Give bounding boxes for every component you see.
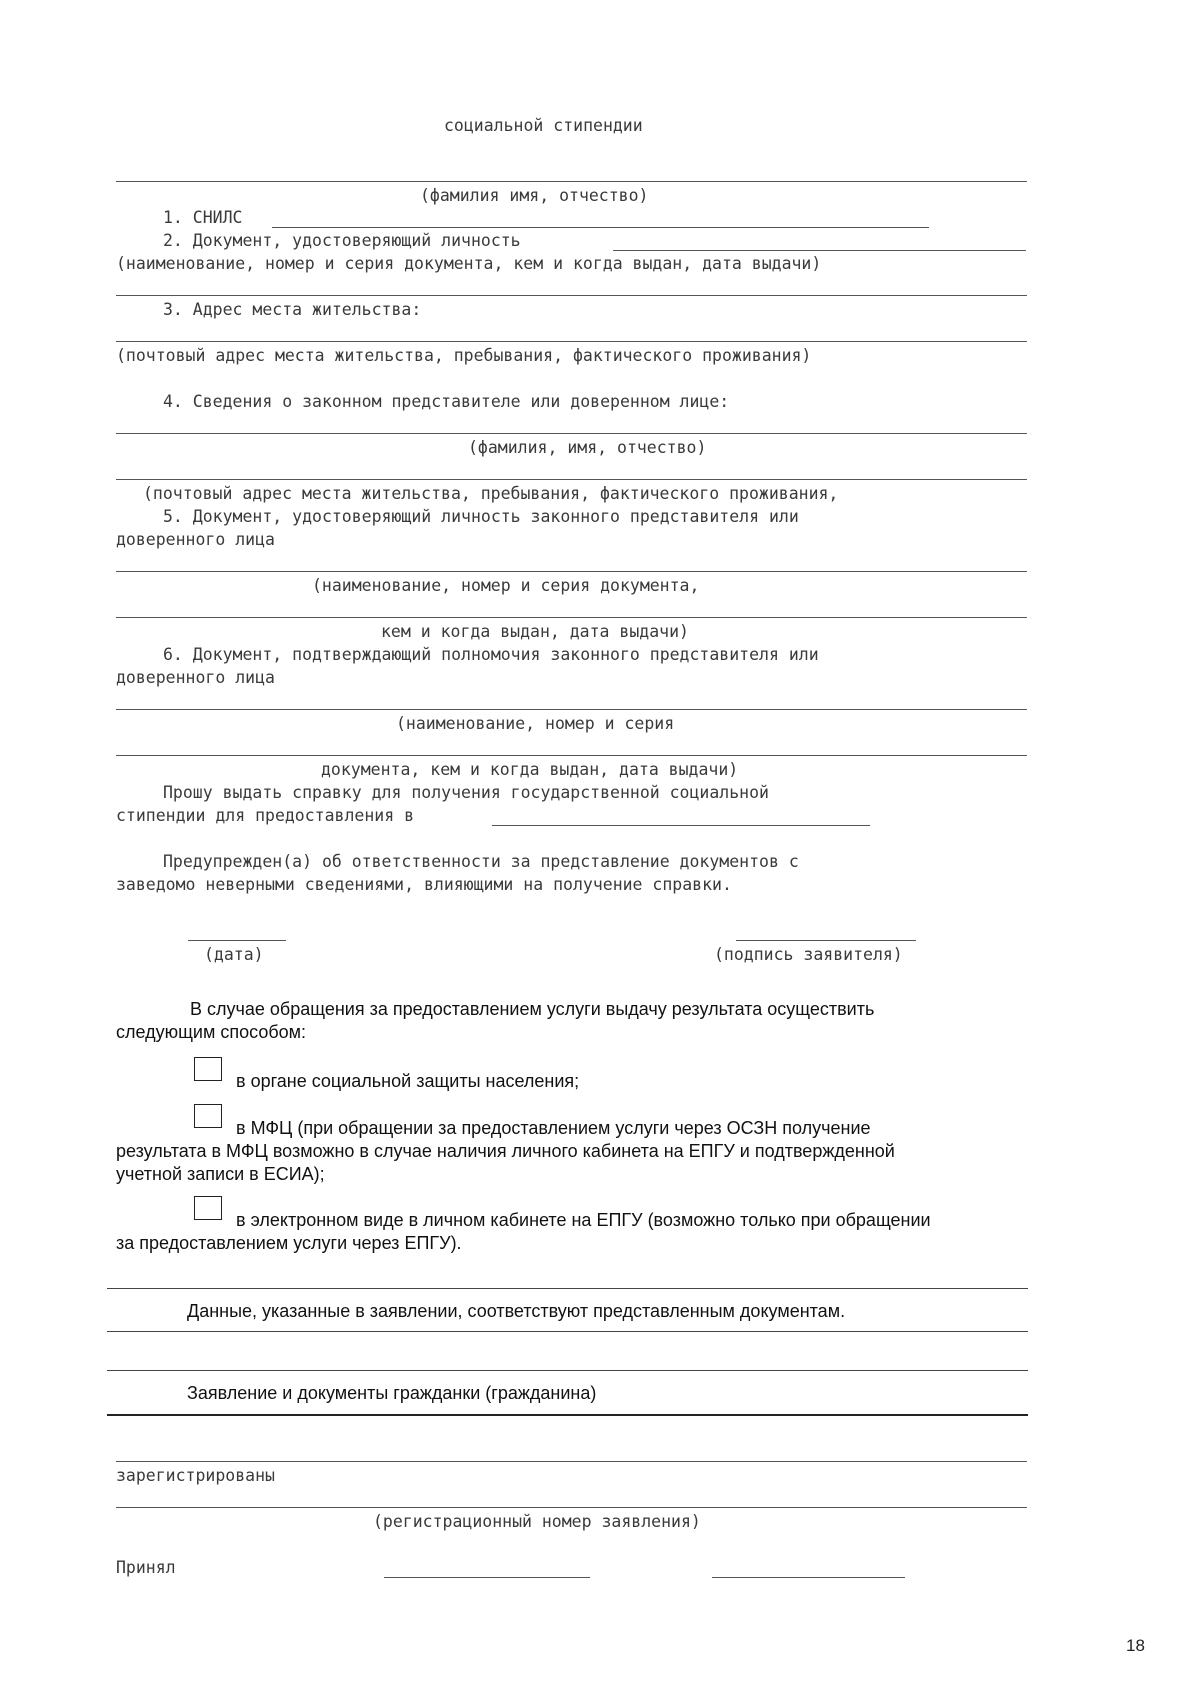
registration-docs-of: Заявление и документы гражданки (гражданина) bbox=[187, 1383, 597, 1403]
caption-reg-number: (регистрационный номер заявления) bbox=[373, 1512, 701, 1531]
caption-rep-doc-1: (наименование, номер и серия документа, bbox=[312, 576, 700, 595]
rep-doc-line-1[interactable] bbox=[116, 571, 1027, 572]
request-line2: стипендии для предоставления в bbox=[116, 806, 415, 825]
item-auth-doc-line2: доверенного лица bbox=[116, 668, 275, 687]
registration-top-rule bbox=[107, 1370, 1028, 1371]
auth-doc-line-2[interactable] bbox=[116, 755, 1027, 756]
item-auth-doc-line1: 6. Документ, подтверждающий полномочия законного представителя или bbox=[163, 645, 819, 664]
option-mfc-checkbox[interactable] bbox=[194, 1104, 222, 1128]
registration-name-rule[interactable] bbox=[107, 1414, 1028, 1416]
item-rep-doc-line2: доверенного лица bbox=[116, 530, 275, 549]
caption-auth-doc-1: (наименование, номер и серия bbox=[396, 714, 675, 733]
address-input-line[interactable] bbox=[116, 341, 1027, 342]
caption-date: (дата) bbox=[204, 945, 264, 964]
caption-rep-address: (почтовый адрес места жительства, пребывания, фактического проживания, bbox=[143, 484, 839, 503]
item-address-label: 3. Адрес места жительства: bbox=[163, 300, 422, 319]
warning-line1: Предупрежден(а) об ответственности за представление документов с bbox=[163, 852, 799, 871]
option-epgu-checkbox[interactable] bbox=[194, 1196, 222, 1220]
heading: социальной стипендии bbox=[444, 116, 643, 135]
caption-signature: (подпись заявителя) bbox=[714, 945, 903, 964]
item-id-doc-label: 2. Документ, удостоверяющий личность bbox=[163, 231, 521, 250]
request-recipient-line[interactable] bbox=[492, 825, 870, 826]
rep-address-line[interactable] bbox=[116, 479, 1027, 480]
fio-line[interactable] bbox=[116, 181, 1027, 182]
warning-line2: заведомо неверными сведениями, влияющими на получение справки. bbox=[116, 875, 732, 894]
item-snils-label: 1. СНИЛС bbox=[163, 208, 243, 227]
date-line[interactable] bbox=[188, 940, 286, 941]
caption-rep-doc-2: кем и когда выдан, дата выдачи) bbox=[381, 622, 689, 641]
registration-number-line[interactable] bbox=[116, 1507, 1027, 1508]
confirmation-text: Данные, указанные в заявлении, соответствуют представленным документам. bbox=[187, 1301, 846, 1321]
signature-line[interactable] bbox=[736, 940, 916, 941]
item-rep-doc-line1: 5. Документ, удостоверяющий личность законного представителя или bbox=[163, 507, 799, 526]
rep-doc-line-2[interactable] bbox=[116, 617, 1027, 618]
option-epgu-text-line1: в электронном виде в личном кабинете на ЕПГУ (возможно только при обращении bbox=[236, 1210, 931, 1230]
confirmation-top-rule bbox=[107, 1288, 1028, 1289]
delivery-intro-line1: В случае обращения за предоставлением услуги выдачу результата осуществить bbox=[190, 999, 875, 1019]
registration-registered: зарегистрированы bbox=[116, 1466, 275, 1485]
registration-name-line[interactable] bbox=[116, 1461, 1027, 1462]
caption-fio: (фамилия имя, отчество) bbox=[420, 186, 649, 205]
auth-doc-line-1[interactable] bbox=[116, 709, 1027, 710]
caption-address: (почтовый адрес места жительства, пребывания, фактического проживания) bbox=[116, 346, 812, 365]
option-mfc-text-line2: результата в МФЦ возможно в случае наличия личного кабинета на ЕПГУ и подтвержденной bbox=[116, 1141, 895, 1161]
id-doc-input-line[interactable] bbox=[613, 250, 1026, 251]
rep-fio-line[interactable] bbox=[116, 433, 1027, 434]
snils-input-line[interactable] bbox=[272, 227, 929, 228]
accepted-signature-line[interactable] bbox=[712, 1577, 905, 1578]
request-line1: Прошу выдать справку для получения государственной социальной bbox=[163, 783, 769, 802]
confirmation-bottom-rule bbox=[107, 1331, 1028, 1332]
option-social-protection-checkbox[interactable] bbox=[194, 1057, 222, 1081]
delivery-intro-line2: следующим способом: bbox=[116, 1022, 307, 1042]
caption-doc-details: (наименование, номер и серия документа, кем и когда выдан, дата выдачи) bbox=[116, 254, 822, 273]
option-mfc-text-line3: учетной записи в ЕСИА); bbox=[116, 1164, 325, 1184]
option-social-protection-text: в органе социальной защиты населения; bbox=[236, 1071, 580, 1091]
item-rep-info-label: 4. Сведения о законном представителе или доверенном лице: bbox=[163, 392, 730, 411]
accepted-name-line[interactable] bbox=[384, 1577, 590, 1578]
caption-rep-fio: (фамилия, имя, отчество) bbox=[468, 438, 707, 457]
page-number: 18 bbox=[1126, 1636, 1145, 1655]
option-epgu-text-line2: за предоставлением услуги через ЕПГУ). bbox=[116, 1233, 462, 1253]
option-mfc-text-line1: в МФЦ (при обращении за предоставлением услуги через ОСЗН получение bbox=[236, 1118, 871, 1138]
caption-auth-doc-2: документа, кем и когда выдан, дата выдачи) bbox=[321, 760, 739, 779]
id-doc-details-line[interactable] bbox=[116, 295, 1027, 296]
registration-accepted: Принял bbox=[116, 1558, 176, 1577]
